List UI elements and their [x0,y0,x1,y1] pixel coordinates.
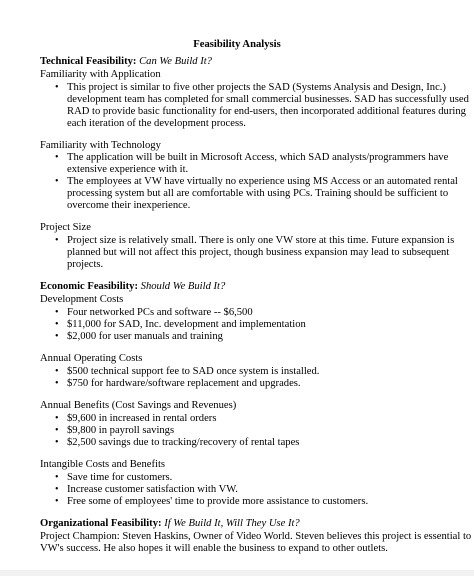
bullet-text: $9,600 in increased in rental orders [67,413,217,424]
bullet-icon: • [55,307,59,318]
section-heading: Economic Feasibility: [40,281,138,292]
bullet-text: extensive experience with it. [67,164,189,175]
bullet-icon: • [55,413,59,424]
bullet-icon: • [55,319,59,330]
bullet-text: overcome their inexperience. [67,200,191,211]
section-question: Can We Build It? [139,56,212,67]
bullet-icon: • [55,366,59,377]
page-edge [0,570,474,576]
development-costs-label: Development Costs [40,294,124,305]
bullet-text: each iteration of the development process. [67,118,246,129]
bullet-icon: • [55,235,59,246]
bullet-text: Four networked PCs and software -- $6,500 [67,307,253,318]
bullet-text: $9,800 in payroll savings [67,425,175,436]
bullet-text: The employees at VW have virtually no experience using MS Access or an automated rental [67,176,458,187]
section-question: Should We Build It? [140,281,226,292]
bullet-text: RAD to provide basic functionality for end-users, then incorporated additional features during [67,106,466,117]
bullet-text: processing system but all are comfortable with using PCs. Training should be sufficient to [67,188,449,199]
bullet-text: Project size is relatively small. There is only one VW store at this time. Future expansion is [67,235,455,246]
bullet-icon: • [55,82,59,93]
bullet-text: $2,000 for user manuals and training [67,331,223,342]
bullet-icon: • [55,437,59,448]
bullet-icon: • [55,331,59,342]
bullet-text: Free some of employees' time to provide more assistance to customers. [67,496,369,507]
page-title: Feasibility Analysis [193,39,281,50]
bullet-text: $500 technical support fee to SAD once system is installed. [67,366,320,377]
bullet-text: $2,500 savings due to tracking/recovery of rental tapes [67,437,300,448]
bullet-icon: • [55,484,59,495]
paragraph-line: Project Champion: Steven Haskins, Owner of Video World. Steven believes this project is essential to [40,531,472,542]
bullet-icon: • [55,425,59,436]
bullet-text: $750 for hardware/software replacement and upgrades. [67,378,301,389]
organizational-feasibility-heading [40,518,300,530]
annual-benefits-label: Annual Benefits (Cost Savings and Revenues) [40,400,237,411]
section-heading: Technical Feasibility: [40,56,137,67]
familiarity-technology-label: Familiarity with Technology [40,140,161,151]
bullet-text: development team has completed for small commercial businesses. SAD has successfully used [67,94,469,105]
annual-operating-costs-label: Annual Operating Costs [40,353,143,364]
section-question: If We Build It, Will They Use It? [164,518,300,529]
bullet-text: planned but will not affect this project, though business expansion may lead to subsequent [67,247,450,258]
bullet-icon: • [55,472,59,483]
familiarity-application-label: Familiarity with Application [40,69,161,80]
economic-feasibility-heading [40,281,225,293]
intangible-costs-label: Intangible Costs and Benefits [40,459,166,470]
bullet-text: Increase customer satisfaction with VW. [67,484,238,495]
project-size-label: Project Size [40,222,91,233]
bullet-icon: • [55,152,59,163]
bullet-text: $11,000 for SAD, Inc. development and implementation [67,319,306,330]
section-heading: Organizational Feasibility: [40,518,162,529]
bullet-icon: • [55,378,59,389]
bullet-text: Save time for customers. [67,472,173,483]
paragraph-line: VW's success. He also hopes it will enable the business to expand to other outlets. [40,543,388,554]
bullet-text: projects. [67,259,104,270]
bullet-text: This project is similar to five other projects the SAD (Systems Analysis and Design, Inc.) [67,82,446,93]
bullet-text: The application will be built in Microsoft Access, which SAD analysts/programmers have [67,152,449,163]
bullet-icon: • [55,496,59,507]
technical-feasibility-heading [40,56,212,68]
bullet-icon: • [55,176,59,187]
